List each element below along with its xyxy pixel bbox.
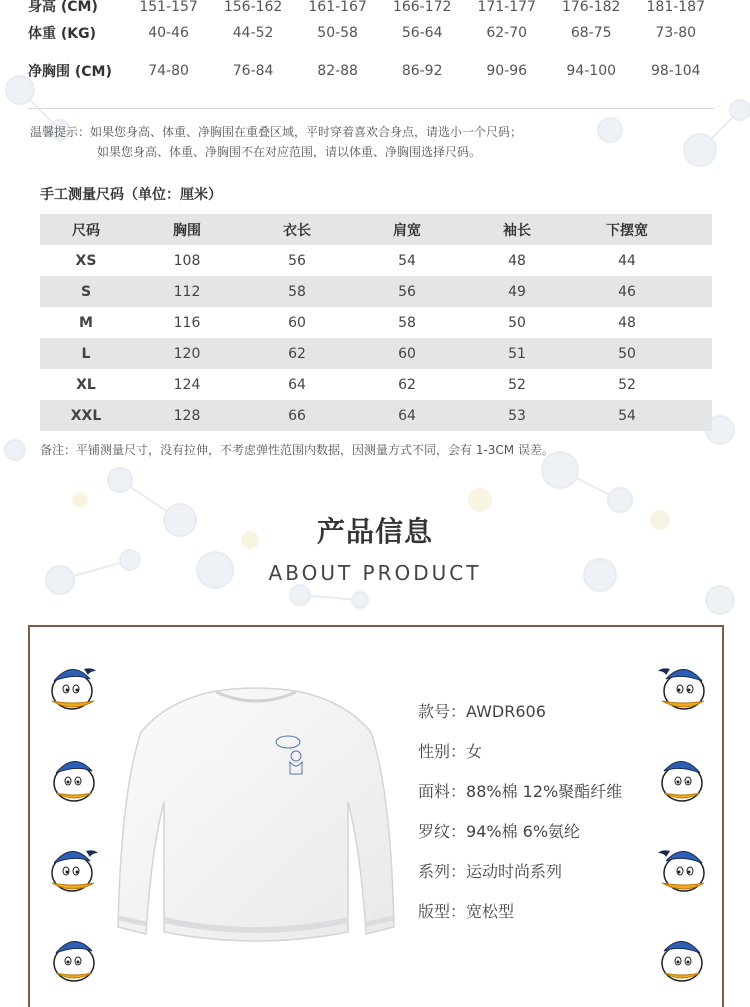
info-item-series xyxy=(418,857,622,897)
table-cell: 64 xyxy=(398,407,416,424)
table-row xyxy=(40,400,712,431)
info-value: 运动时尚系列 xyxy=(466,862,563,881)
donald-duck-icon xyxy=(652,749,712,809)
table-row xyxy=(40,276,712,307)
size-chart xyxy=(28,0,718,90)
donald-duck-icon xyxy=(44,657,104,717)
donald-duck-icon xyxy=(44,839,104,899)
size-cell: 44-52 xyxy=(232,25,274,41)
table-cell: 120 xyxy=(173,345,201,362)
info-value: AWDR606 xyxy=(466,702,546,721)
tip-line: 如果您身高、体重、净胸围不在对应范围，请以体重、净胸围选择尺码。 xyxy=(97,145,482,159)
measure-note: 备注：平铺测量尺寸，没有拉伸，不考虑弹性范围内数据，因测量方式不同，会有 1-3CM 误差。 xyxy=(40,443,554,457)
info-item-fit xyxy=(418,897,622,937)
table-row xyxy=(40,245,712,276)
size-cell: 90-96 xyxy=(486,63,528,79)
size-cell: 76-84 xyxy=(232,63,274,79)
info-value: 94%棉 6%氨纶 xyxy=(466,822,581,841)
product-info xyxy=(418,697,622,937)
table-row xyxy=(40,369,712,400)
info-label: 罗纹： xyxy=(418,822,467,841)
table-cell: 112 xyxy=(173,283,201,300)
column-header: 袖长 xyxy=(503,222,531,239)
size-cell: 98-104 xyxy=(650,63,701,79)
table-cell: 50 xyxy=(618,345,636,362)
table-cell: 52 xyxy=(618,376,636,393)
divider xyxy=(28,108,714,109)
table-cell: 56 xyxy=(398,283,416,300)
info-value: 女 xyxy=(466,742,483,761)
column-header: 下摆宽 xyxy=(606,222,648,239)
size-cell: 40-46 xyxy=(148,25,189,41)
table-cell: 64 xyxy=(288,376,306,393)
table-cell: L xyxy=(81,345,91,362)
size-row-height xyxy=(28,0,718,14)
size-cell: 50-58 xyxy=(317,25,358,41)
table-cell: 66 xyxy=(288,407,306,424)
size-cell: 176-182 xyxy=(561,0,621,14)
table-cell: 53 xyxy=(508,407,526,424)
table-cell: XL xyxy=(76,376,96,393)
table-cell: 44 xyxy=(618,252,636,269)
table-cell: 58 xyxy=(398,314,416,331)
table-cell: S xyxy=(80,283,92,300)
table-cell: 60 xyxy=(288,314,306,331)
size-cell: 82-88 xyxy=(317,63,358,79)
table-cell: 62 xyxy=(398,376,416,393)
size-cell: 171-177 xyxy=(477,0,536,14)
info-item-fabric xyxy=(418,777,622,817)
donald-duck-icon xyxy=(652,657,712,717)
table-cell: XS xyxy=(75,252,97,269)
info-item-style xyxy=(418,697,622,737)
column-header: 尺码 xyxy=(72,222,100,239)
table-cell: 48 xyxy=(618,314,636,331)
donald-duck-icon xyxy=(652,839,712,899)
info-label: 性别： xyxy=(418,742,467,761)
info-value: 宽松型 xyxy=(466,902,515,921)
size-cell: 181-187 xyxy=(646,0,705,14)
tip-line: 温馨提示：如果您身高、体重、净胸围在重叠区域，平时穿着喜欢合身点，请选小一个尺码； xyxy=(30,125,523,139)
size-cell: 151-157 xyxy=(139,0,198,14)
sweatshirt-image xyxy=(116,682,396,957)
product-frame xyxy=(28,625,724,1007)
table-cell: 51 xyxy=(508,345,526,362)
size-cell: 68-75 xyxy=(570,25,612,41)
size-tips xyxy=(30,122,522,162)
table-cell: 58 xyxy=(288,283,306,300)
row-label: 净胸围 (CM) xyxy=(28,64,112,80)
donald-duck-icon xyxy=(44,929,104,989)
size-row-weight xyxy=(28,14,718,52)
table-cell: 116 xyxy=(173,314,201,331)
size-cell: 156-162 xyxy=(223,0,283,14)
table-cell: 128 xyxy=(173,407,201,424)
size-cell: 161-167 xyxy=(308,0,367,14)
table-cell: 54 xyxy=(618,407,636,424)
table-cell: M xyxy=(79,314,93,331)
table-cell: 62 xyxy=(288,345,306,362)
table-cell: 49 xyxy=(508,283,526,300)
size-cell: 74-80 xyxy=(148,63,189,79)
table-cell: XXL xyxy=(70,407,102,424)
row-label: 身高 (CM) xyxy=(28,0,98,14)
table-cell: 46 xyxy=(618,283,636,300)
size-cell: 166-172 xyxy=(392,0,452,14)
table-cell: 60 xyxy=(398,345,416,362)
section-title-cn: 产品信息 xyxy=(316,515,433,548)
donald-duck-icon xyxy=(652,929,712,989)
measure-table xyxy=(40,214,712,431)
donald-duck-icon xyxy=(44,749,104,809)
column-header: 肩宽 xyxy=(393,222,421,239)
info-label: 版型： xyxy=(418,902,467,921)
column-header: 胸围 xyxy=(173,222,201,239)
table-cell: 50 xyxy=(508,314,526,331)
size-row-chest xyxy=(28,52,718,90)
info-label: 款号： xyxy=(418,702,467,721)
table-header xyxy=(40,214,712,245)
table-cell: 56 xyxy=(288,252,306,269)
size-cell: 86-92 xyxy=(401,63,443,79)
size-cell: 56-64 xyxy=(401,25,443,41)
table-row xyxy=(40,338,712,369)
column-header: 衣长 xyxy=(283,222,311,239)
info-label: 系列： xyxy=(418,862,467,881)
measure-title: 手工测量尺码（单位：厘米） xyxy=(40,187,222,203)
row-label: 体重 (KG) xyxy=(28,26,97,42)
section-title-en: ABOUT PRODUCT xyxy=(268,561,482,585)
info-value: 88%棉 12%聚酯纤维 xyxy=(466,782,623,801)
table-cell: 54 xyxy=(398,252,416,269)
info-item-gender xyxy=(418,737,622,777)
info-label: 面料： xyxy=(418,782,467,801)
table-cell: 52 xyxy=(508,376,526,393)
table-cell: 108 xyxy=(173,252,201,269)
size-cell: 73-80 xyxy=(655,25,697,41)
table-cell: 124 xyxy=(173,376,201,393)
table-row xyxy=(40,307,712,338)
info-item-rib xyxy=(418,817,622,857)
size-cell: 94-100 xyxy=(566,63,617,79)
table-cell: 48 xyxy=(508,252,526,269)
size-cell: 62-70 xyxy=(486,25,528,41)
